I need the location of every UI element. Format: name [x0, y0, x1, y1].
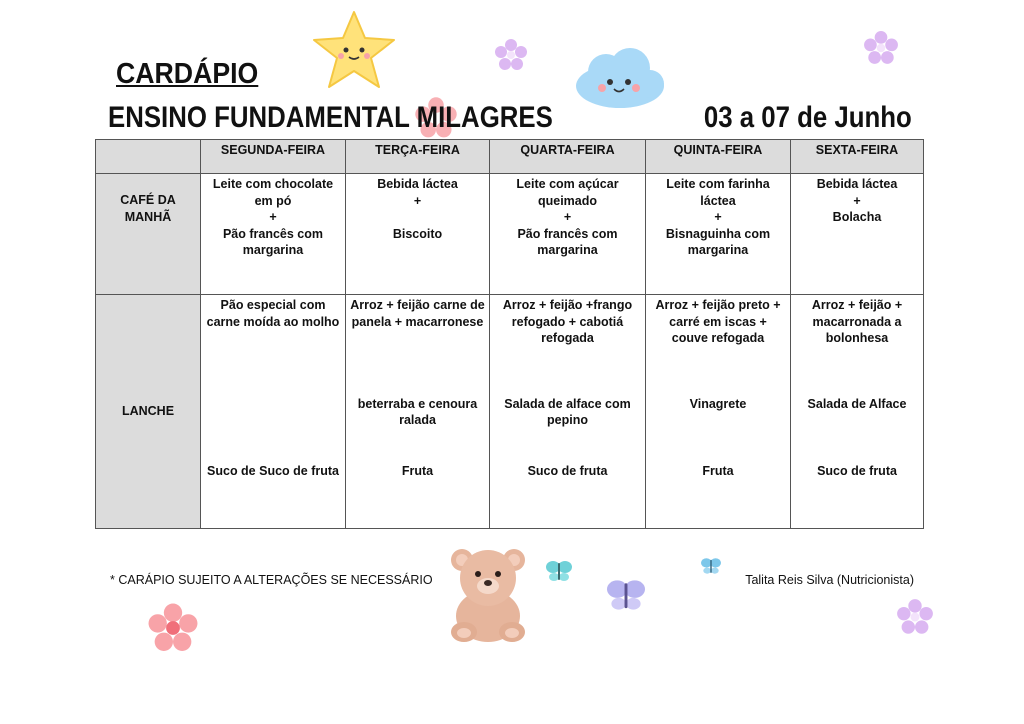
breakfast-label-line: MANHÃ: [124, 209, 172, 224]
snack-thursday: [646, 295, 791, 529]
butterfly-icon: [700, 556, 722, 576]
menu-drink: Fruta: [401, 463, 434, 478]
nutritionist-signature: Talita Reis Silva (Nutricionista): [745, 573, 914, 587]
menu-item: margarina: [687, 243, 749, 257]
menu-item: Biscoito: [392, 226, 443, 241]
menu-table: [95, 139, 924, 529]
menu-item: Arroz + feijão preto +: [655, 298, 781, 312]
menu-item: queimado: [537, 193, 598, 208]
menu-side: pepino: [547, 413, 588, 427]
menu-item: panela + macarronese: [351, 314, 484, 329]
menu-item: Pão francês com: [517, 226, 618, 241]
menu-item: Leite com açúcar: [516, 177, 619, 191]
menu-item: Bebida láctea: [816, 177, 898, 191]
menu-item: +: [413, 193, 422, 208]
menu-drink: Suco de fruta: [527, 463, 608, 478]
menu-item: Pão francês com: [222, 226, 324, 241]
menu-item: +: [714, 210, 722, 224]
menu-side: ralada: [399, 413, 436, 427]
disclaimer-note: * CARÁPIO SUJEITO A ALTERAÇÕES SE NECESSÁRIO: [110, 573, 433, 587]
date-range: 03 a 07 de Junho: [704, 101, 912, 134]
cloud-icon: [570, 42, 668, 114]
menu-drink: Suco de fruta: [817, 463, 897, 478]
flower-icon: [863, 30, 899, 66]
menu-item: Bolacha: [832, 210, 882, 224]
menu-item: +: [853, 193, 861, 208]
snack-tuesday: [346, 295, 490, 529]
day-header-tuesday: TERÇA-FEIRA: [346, 140, 490, 174]
menu-item: +: [269, 210, 277, 224]
breakfast-label-line: CAFÉ DA: [120, 193, 176, 207]
breakfast-row-label: [96, 174, 201, 295]
menu-item: macarronada a: [812, 314, 902, 329]
menu-item: carré em iscas +: [669, 314, 767, 329]
flower-icon: [494, 38, 528, 72]
flower-icon: [896, 598, 934, 636]
menu-side: [204, 396, 342, 413]
menu-item: carne moída ao molho: [206, 314, 340, 329]
menu-item: margarina: [537, 243, 598, 257]
breakfast-thursday: [646, 174, 791, 295]
menu-side: [204, 412, 342, 429]
menu-item: refogada: [541, 331, 594, 345]
menu-item: bolonhesa: [825, 331, 889, 345]
day-header-monday: SEGUNDA-FEIRA: [201, 140, 346, 174]
school-name: ENSINO FUNDAMENTAL MILAGRES: [108, 101, 553, 134]
corner-cell: [96, 140, 201, 174]
menu-item: Bebida láctea: [377, 177, 458, 191]
menu-title: CARDÁPIO: [116, 58, 259, 90]
menu-item: Leite com farinha: [666, 177, 770, 191]
menu-item: Arroz + feijão carne de: [350, 298, 485, 312]
menu-side: [649, 412, 787, 429]
breakfast-wednesday: [490, 174, 646, 295]
snack-wednesday: [490, 295, 646, 529]
snack-row-label: LANCHE: [96, 295, 201, 529]
breakfast-friday: [791, 174, 924, 295]
menu-item: [349, 209, 486, 226]
star-icon: [310, 8, 398, 92]
menu-side: Vinagrete: [689, 396, 747, 411]
menu-item: Bisnaguinha com: [665, 226, 771, 241]
menu-item: Arroz + feijão +: [811, 298, 903, 312]
butterfly-icon: [545, 558, 573, 584]
days-header-row: [96, 140, 924, 174]
day-header-thursday: QUINTA-FEIRA: [646, 140, 791, 174]
menu-side: Salada de alface com: [504, 396, 631, 411]
menu-item: Leite com chocolate: [212, 177, 334, 191]
butterfly-icon: [603, 576, 649, 614]
menu-side: beterraba e cenoura: [357, 396, 478, 411]
day-header-friday: SEXTA-FEIRA: [791, 140, 924, 174]
menu-item: Arroz + feijão +frango: [502, 298, 633, 312]
menu-side: [794, 412, 920, 429]
snack-monday: [201, 295, 346, 529]
menu-item: em pó: [254, 193, 292, 208]
menu-side: Salada de Alface: [807, 396, 907, 411]
menu-item: +: [563, 210, 572, 224]
breakfast-monday: [201, 174, 346, 295]
menu-drink: Fruta: [702, 463, 734, 478]
menu-item: couve refogada: [671, 331, 765, 345]
menu-drink: Suco de Suco de fruta: [207, 463, 339, 478]
menu-item: Pão especial com: [220, 298, 326, 312]
breakfast-tuesday: [346, 174, 490, 295]
menu-item: margarina: [242, 243, 304, 257]
menu-item: láctea: [700, 193, 736, 208]
day-header-wednesday: QUARTA-FEIRA: [490, 140, 646, 174]
menu-item: refogado + cabotiá: [511, 314, 624, 329]
flower-icon: [143, 602, 203, 654]
snack-friday: [791, 295, 924, 529]
breakfast-row: [96, 174, 924, 295]
teddy-bear-icon: [440, 542, 536, 644]
snack-row: [96, 295, 924, 529]
